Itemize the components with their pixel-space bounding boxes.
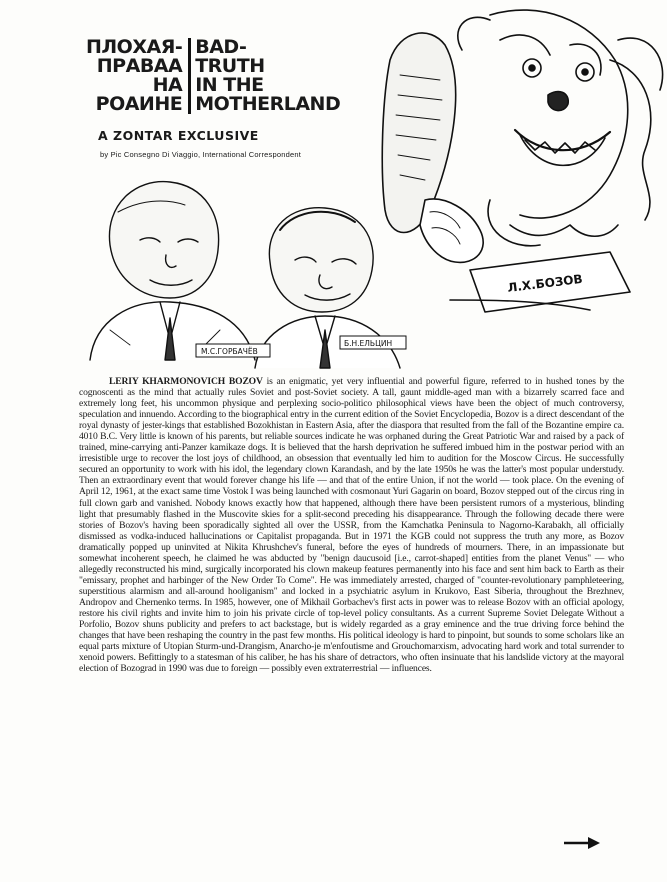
byline: by Pic Consegno Di Viaggio, International Correspondent: [100, 150, 301, 159]
nameplate-label-middle: Б.Н.ЕЛЬЦИН: [344, 339, 393, 348]
article-body: [79, 376, 624, 674]
headline-en-line: TRUTH: [195, 55, 265, 77]
headline-ru-line: НА: [152, 74, 183, 96]
arrow-right-icon: [562, 836, 602, 850]
headline-divider: [188, 38, 191, 114]
headline-en-line: BAD-: [195, 36, 247, 58]
headline-en-line: MOTHERLAND: [195, 93, 341, 115]
headline-ru-line: ПРАВАА: [96, 55, 183, 77]
exclusive-tag: A ZONTAR EXCLUSIVE: [98, 128, 259, 143]
article-lead: LERIY KHARMONOVICH BOZOV: [109, 376, 263, 387]
headline-ru-line: ПЛОХАЯ-: [86, 36, 183, 58]
nameplate-label-left: М.С.ГОРБАЧЁВ: [201, 347, 258, 356]
headline: [86, 38, 340, 114]
article-paragraph: [79, 376, 624, 674]
article-text: is an enigmatic, yet very influential and powerful figure, referred to in hushed tones by the cognoscenti as the mind that actually rules Soviet and post-Soviet society. A tall, gaunt middle-aged man with a bizarrely scarred face and extremely long feet, his uncommon physique and perplexing socio-politico philosophical views have been the object of much controversy, speculation and innuendo. According to the biographical entry in the current edition of the Soviet Encyclopedia, Bozov is a direct descendant of the royal dynasty of jester-kings that established Bozokhistan in Eastern Asia, after the diaspora that resulted from the fall of the Bozantine empire ca. 4010 B.C. Very little is known of his parents, but reliable sources indicate he was orphaned during the Great Patriotic War and raised by a pack of trained, mine-carrying anti-Panzer kamikaze dogs. It is believed that the harsh deprivation he suffered imbued him in the postwar period with an irresistible urge to recover the lost joys of childhood, an obsession that eventually led him to audition for the Moscow Circus. He successfully secured an opportunity to work with his idol, the legendary clown Karandash, and by the late 1950s he was the latter's most popular understudy. Then an extraordinary event that would forever change his life — and that of the entire Union, if not the world — took place. On the evening of April 12, 1961, at the exact same time Vostok I was being launched with cosmonaut Yuri Gagarin on board, Bozov stepped out of the circus ring in full clown garb and vanished. Nobody knows exactly how that happened, although there have been persistent rumors of a mysterious, blinding light that presumably flashed in the Muscovite skies for a split-second preceding his disappearance. Through the following decade there were stories of Bozov's having been sporadically sighted all over the USSR, from the Kamchatka Peninsula to Nagorno-Karabakh, all officially dismissed as vodka-induced hallucinations or Capitalist propaganda. But in 1971 the KGB could not suppress the truth any more, as Bozov dramatically popped up uninvited at Nikita Khrushchev's funeral, before the eyes of hundreds of mourners. There, in an impassionate but somewhat incoherent speech, he claimed he was abducted by "benign daucusoid [i.e., carrot-shaped] entities from the planet Venus" — who allegedly reconstructed his mind, surgically incorporated his clown makeup features permanently into his face and sent him back to Earth as their "emissary, prophet and harbinger of the New Order To Come". He was immediately arrested, charged of "counter-revolutionary pamphleteering, superstitious alarmism and all-around hooliganism" and locked in a psychiatric asylum in Krukovo, East Siberia, throughout the Brezhnev, Andropov and Chernenko terms. In 1985, however, one of Mikhail Gorbachev's first acts in power was to release Bozov with an official apology, restore his civil rights and invite him to join his private circle of top-level policy consultants. As a current Supreme Soviet Delegate Without a Porfolio, Bozov shuns publicity and prefers to act backstage, but is widely regarded as a gray eminence and the true driving force behind the changes that have been reshaping the country in the past few months. His political ideology is hard to pinpoint, but sounds to some scholars like an equal parts mixture of Utopian Sturm-und-Drangism, Anarcho-je m'enfoutisme and Grouchomarxism, advocating hard work and total surrender to xenoid powers. Befittingly to a statesman of his caliber, he has his share of detractors, who often insinuate that his landslide victory at the mayoral election of Bozograd in 1990 was due to foreign — possibly even extraterrestrial — influences.: [79, 376, 624, 675]
headline-ru-line: РОАИНЕ: [95, 93, 183, 115]
headline-russian: [86, 38, 186, 114]
headline-en-line: IN THE: [195, 74, 264, 96]
nameplate-label-right: Л.Х.БОЗОВ: [506, 271, 584, 295]
headline-english: [195, 38, 340, 114]
